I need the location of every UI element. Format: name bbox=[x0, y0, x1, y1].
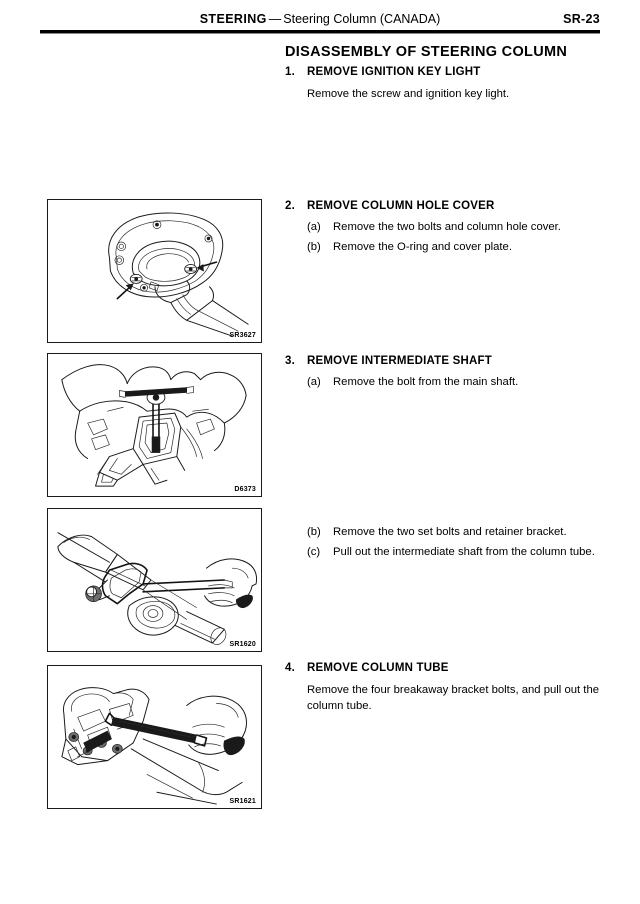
step-2-number: 2. bbox=[285, 200, 295, 212]
step-1-title: REMOVE IGNITION KEY LIGHT bbox=[307, 66, 481, 78]
step-1-body: Remove the screw and ignition key light. bbox=[307, 88, 510, 100]
step-2-title: REMOVE COLUMN HOLE COVER bbox=[307, 200, 495, 212]
step-2-item-b-label: (b) bbox=[307, 241, 321, 253]
header-rule-divider bbox=[40, 30, 600, 33]
step-3-item-b-text: Remove the two set bolts and retainer bracket. bbox=[333, 526, 567, 538]
figure-1-code: SR3627 bbox=[229, 332, 256, 339]
step-4-heading bbox=[285, 662, 625, 678]
step-2-item-a-text: Remove the two bolts and column hole cover. bbox=[333, 221, 561, 233]
header-subsection: Steering Column (CANADA) bbox=[283, 12, 441, 26]
step-3-item-c bbox=[285, 544, 625, 561]
figure-4-code: SR1621 bbox=[229, 798, 256, 805]
step-4-body: Remove the four breakaway bracket bolts, and pull out the column tube. bbox=[307, 684, 600, 712]
step-3-item-a bbox=[285, 374, 625, 391]
step-3-item-c-text: Pull out the intermediate shaft from the column tube. bbox=[333, 546, 595, 558]
page-title: DISASSEMBLY OF STEERING COLUMN bbox=[285, 44, 568, 60]
step-3-item-a-label: (a) bbox=[307, 376, 321, 388]
figure-breakaway-bracket-bolts bbox=[47, 665, 262, 809]
step-2-heading bbox=[285, 200, 625, 216]
step-3-item-a-text: Remove the bolt from the main shaft. bbox=[333, 376, 519, 388]
header-title-group bbox=[40, 12, 600, 26]
figure-3-illustration bbox=[48, 509, 261, 651]
step-3-item-b-label: (b) bbox=[307, 526, 321, 538]
page-number: SR-23 bbox=[563, 12, 600, 26]
header-section: STEERING bbox=[199, 12, 267, 26]
step-3 bbox=[285, 355, 625, 391]
step-4 bbox=[285, 662, 625, 714]
step-2-item-a-label: (a) bbox=[307, 221, 321, 233]
step-3-heading bbox=[285, 355, 625, 371]
step-1-number: 1. bbox=[285, 66, 295, 78]
step-3-item-c-label: (c) bbox=[307, 546, 321, 558]
figure-3-code: SR1620 bbox=[229, 641, 256, 648]
figure-2-illustration bbox=[48, 354, 261, 496]
step-2-item-a bbox=[285, 219, 625, 236]
step-3-number: 3. bbox=[285, 355, 295, 367]
step-4-number: 4. bbox=[285, 662, 295, 674]
step-3-item-b bbox=[285, 524, 625, 541]
step-2 bbox=[285, 200, 625, 256]
figure-2-code: D6373 bbox=[234, 486, 256, 493]
step-3-title: REMOVE INTERMEDIATE SHAFT bbox=[307, 355, 492, 367]
figure-4-illustration bbox=[48, 666, 261, 808]
step-4-title: REMOVE COLUMN TUBE bbox=[307, 662, 449, 674]
step-1-heading bbox=[285, 66, 625, 82]
step-2-item-b bbox=[285, 239, 625, 256]
step-3-continued bbox=[285, 524, 625, 561]
page-header bbox=[40, 12, 600, 38]
header-dash: — bbox=[268, 12, 282, 26]
step-2-item-b-text: Remove the O-ring and cover plate. bbox=[333, 241, 512, 253]
step-1 bbox=[285, 66, 625, 102]
figure-intermediate-shaft-bolt bbox=[47, 353, 262, 497]
figure-column-hole-cover bbox=[47, 199, 262, 343]
figure-retainer-bracket bbox=[47, 508, 262, 652]
figure-1-illustration bbox=[48, 200, 261, 342]
